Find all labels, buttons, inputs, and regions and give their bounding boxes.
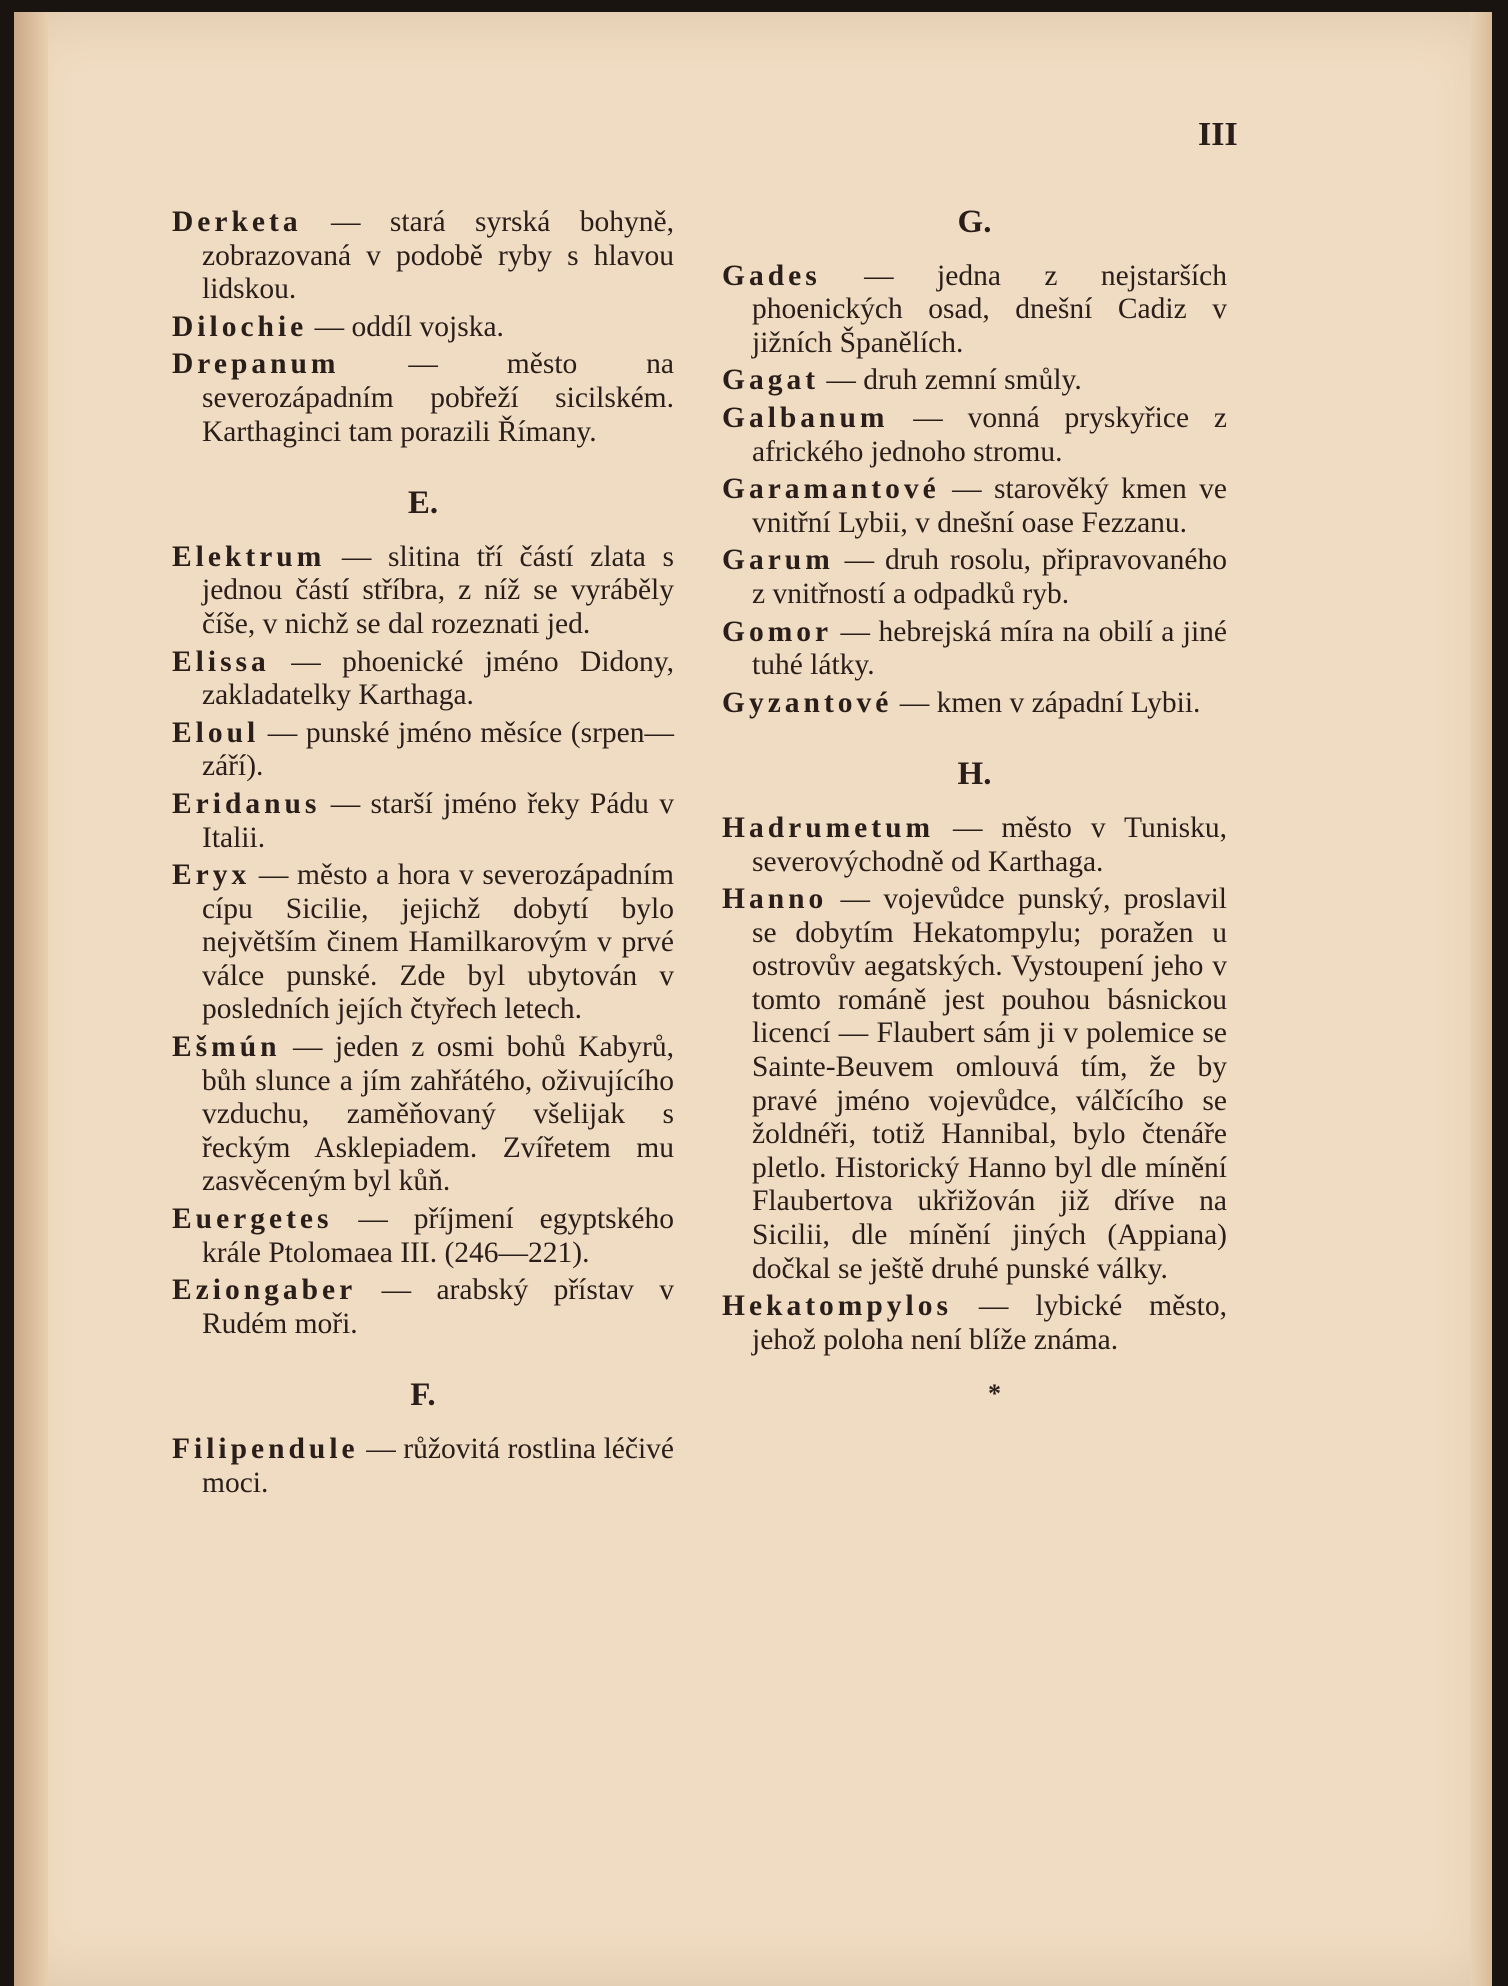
- entry-headword: Eridanus: [172, 787, 321, 820]
- glossary-entry: [722, 616, 1227, 683]
- entry-definition: — oddíl vojska.: [307, 310, 504, 343]
- entry-definition: — slitina tří částí zlata s jednou částí stříbra, z níž se vyráběly číše, v nichž se dal rozeznati jed.: [202, 540, 674, 640]
- entry-definition: — stará syrská bohyně, zobrazovaná v podobě ryby s hlavou lidskou.: [202, 206, 674, 306]
- glossary-entry: [172, 1433, 674, 1500]
- glossary-entry: [172, 541, 674, 642]
- glossary-entry: [172, 788, 674, 855]
- glossary-entry: [722, 687, 1227, 721]
- entry-definition: — vonná pryskyřice z afrického jednoho stromu.: [752, 401, 1227, 468]
- section-letter-f: F.: [410, 1377, 436, 1414]
- right-column: [722, 206, 1227, 1411]
- glossary-entry: [722, 812, 1227, 879]
- entry-definition: — druh rosolu, připravovaného z vnitřností a odpadků ryb.: [752, 544, 1227, 610]
- entry-definition: — město na severozápadním pobřeží sicilském. Karthaginci tam porazili Římany.: [202, 348, 674, 448]
- section-letter-h: H.: [957, 756, 992, 793]
- entry-definition: — příjmení egyptského krále Ptolomaea III. (246—221).: [202, 1203, 674, 1269]
- entry-definition: — starší jméno řeky Pádu v Italii.: [202, 787, 674, 854]
- entry-headword: Euergetes: [172, 1203, 333, 1236]
- entry-headword: Eziongaber: [172, 1274, 357, 1307]
- entry-definition: — kmen v západní Lybii.: [892, 686, 1201, 719]
- glossary-entry: [722, 402, 1227, 469]
- entry-headword: Ešmún: [172, 1031, 281, 1064]
- entry-headword: Drepanum: [172, 348, 340, 381]
- entry-definition: — lybické město, jehož poloha není blíže známa.: [752, 1290, 1227, 1356]
- glossary-entry: [172, 1031, 674, 1199]
- glossary-entry: [722, 260, 1227, 361]
- entry-headword: Gyzantové: [722, 686, 893, 719]
- entry-definition: — arabský přístav v Rudém moři.: [202, 1274, 674, 1340]
- section-letter-g: G.: [957, 204, 992, 240]
- glossary-entry: [172, 206, 674, 307]
- glossary-entry: [172, 1274, 674, 1341]
- entry-definition: — město a hora v severozápadním cípu Sicilie, jejichž dobytí bylo největším činem Hamilkarovým v prvé válce punské. Zde byl ubytován v posledních jejích čtyřech letech.: [202, 859, 674, 1026]
- entry-definition: — phoenické jméno Didony, zakladatelky Karthaga.: [202, 645, 674, 712]
- entry-headword: Hadrumetum: [722, 811, 935, 844]
- entry-headword: Filipendule: [172, 1433, 359, 1465]
- entry-definition: — jedna z nejstarších phoenických osad, dnešní Cadiz v jižních Španělích.: [752, 259, 1227, 359]
- entry-definition: — hebrejská míra na obilí a jiné tuhé látky.: [752, 615, 1227, 682]
- glossary-entry: [722, 364, 1227, 398]
- entry-definition: — starověký kmen ve vnitřní Lybii, v dnešní oase Fezzanu.: [752, 473, 1227, 539]
- entry-headword: Galbanum: [722, 401, 889, 434]
- glossary-entry: [172, 646, 674, 713]
- entry-definition: — druh zemní smůly.: [819, 364, 1082, 397]
- section-letter-e: E.: [407, 485, 439, 522]
- glossary-entry: [172, 348, 674, 449]
- entry-headword: Elektrum: [172, 540, 326, 573]
- glossary-entry: [172, 859, 674, 1027]
- entry-headword: Dilochie: [172, 310, 308, 343]
- glossary-entry: [172, 311, 674, 345]
- end-mark: *: [988, 1379, 1001, 1409]
- entry-headword: Hekatompylos: [722, 1290, 952, 1323]
- glossary-entry: [172, 717, 674, 784]
- book-page: [14, 12, 1492, 1986]
- entry-headword: Eryx: [172, 859, 251, 892]
- entry-definition: — město v Tunisku, severovýchodně od Karthaga.: [752, 811, 1227, 878]
- entry-definition: — jeden z osmi bohů Kabyrů, bůh slunce a jím zahřátého, oživujícího vzduchu, zaměňovaný všelijak s řeckým Asklepiadem. Zvířetem mu zasvěceným byl kůň.: [202, 1031, 674, 1198]
- entry-headword: Gades: [722, 259, 821, 292]
- entry-headword: Derketa: [172, 206, 302, 238]
- entry-headword: Gomor: [722, 615, 833, 648]
- page-edge: [1470, 12, 1492, 1986]
- page-number: III: [1198, 116, 1238, 153]
- entry-headword: Hanno: [722, 883, 828, 916]
- left-column: [172, 206, 674, 1504]
- entry-headword: Eloul: [172, 716, 260, 749]
- glossary-entry: [722, 883, 1227, 1286]
- entry-headword: Gagat: [722, 364, 820, 397]
- glossary-entry: [172, 1203, 674, 1270]
- glossary-entry: [722, 544, 1227, 611]
- page-binding-shadow: [14, 12, 48, 1986]
- entry-definition: — růžovitá rostlina léčivé moci.: [202, 1433, 674, 1499]
- entry-definition: — vojevůdce punský, proslavil se dobytím Hekatompylu; poražen u ostrovův aegatských. Vystoupení jeho v tomto románě jest pouhou básnickou licencí — Flaubert sám ji v polemice se Sainte-Beuvem omlouvá tím, že by pravé jméno vojevůdce, válčícího se žoldnéři, totiž Hannibal, bylo čtenáře pletlo. Historický Hanno byl dle mínění Flaubertova ukřižován již dříve na Sicilii, dle mínění jiných (Appiana) dočkal se ještě druhé punské války.: [752, 883, 1227, 1285]
- entry-headword: Elissa: [172, 645, 270, 678]
- entry-definition: — punské jméno měsíce (srpen—září).: [202, 716, 674, 783]
- glossary-entry: [722, 473, 1227, 540]
- entry-headword: Garamantové: [722, 473, 940, 506]
- entry-headword: Garum: [722, 544, 834, 577]
- glossary-entry: [722, 1290, 1227, 1357]
